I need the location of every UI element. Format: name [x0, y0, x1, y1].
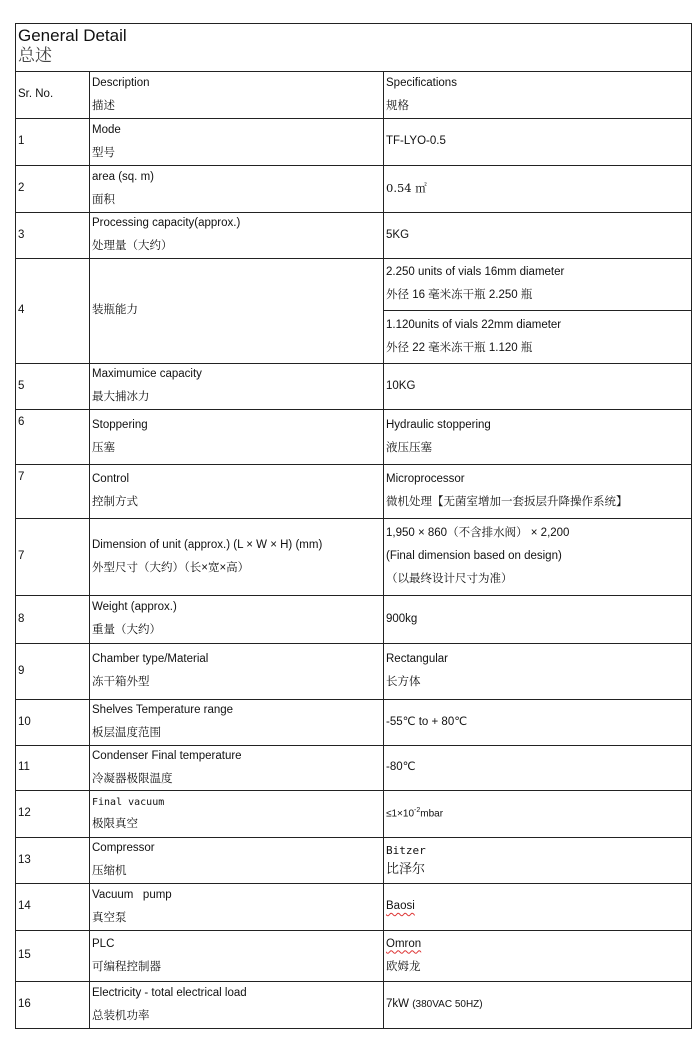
sr-no: 7 [16, 465, 90, 519]
description: Control 控制方式 [90, 465, 384, 519]
specification: Bitzer 比泽尔 [384, 838, 692, 884]
sr-no: 3 [16, 213, 90, 259]
specification: Hydraulic stoppering 液压压塞 [384, 410, 692, 465]
specification: 1,950 × 860（不含排水阀） × 2,200 (Final dimension based on design) （以最终设计尺寸为准） [384, 519, 692, 596]
table-row [16, 410, 692, 465]
specification: Baosi [384, 884, 692, 931]
table-row [16, 465, 692, 519]
description: Electricity - total electrical load 总装机功率 [90, 982, 384, 1029]
description: Mode 型号 [90, 119, 384, 166]
sr-no: 13 [16, 838, 90, 884]
specification: 900kg [384, 596, 692, 644]
description: Final vacuum 极限真空 [90, 791, 384, 838]
general-detail-table [15, 23, 692, 1029]
description: Condenser Final temperature 冷凝器极限温度 [90, 746, 384, 791]
table-row [16, 596, 692, 644]
specification: 2.250 units of vials 16mm diameter 外径 16 毫米冻干瓶 2.250 瓶 [384, 259, 692, 311]
description: Maximumice capacity 最大捕冰力 [90, 364, 384, 410]
sr-no: 7 [16, 519, 90, 596]
specification: 7kW (380VAC 50HZ) [384, 982, 692, 1029]
description: Stoppering 压塞 [90, 410, 384, 465]
specification: 0.54 ㎡ [384, 166, 692, 213]
description: Weight (approx.) 重量（大约） [90, 596, 384, 644]
description: area (sq. m) 面积 [90, 166, 384, 213]
specification: 5KG [384, 213, 692, 259]
title-en: General Detail [18, 26, 127, 45]
specification: Rectangular 长方体 [384, 644, 692, 700]
table-row [16, 119, 692, 166]
table-row [16, 700, 692, 746]
specification: -80℃ [384, 746, 692, 791]
description: Vacuum pump 真空泵 [90, 884, 384, 931]
table-row [16, 838, 692, 884]
description: Chamber type/Material 冻干箱外型 [90, 644, 384, 700]
sr-no: 6 [16, 410, 90, 465]
header-sr-no: Sr. No. [16, 72, 90, 119]
description: Dimension of unit (approx.) (L × W × H) (mm) 外型尺寸（大约）（长×宽×高） [90, 519, 384, 596]
sr-no: 2 [16, 166, 90, 213]
table-row [16, 982, 692, 1029]
specification: $\le 1\times 10^{-2}mbar$ [384, 791, 692, 838]
sr-no: 16 [16, 982, 90, 1029]
sr-no: 4 [16, 259, 90, 364]
table-row [16, 259, 692, 311]
sr-no: 11 [16, 746, 90, 791]
specification: Omron 欧姆龙 [384, 931, 692, 982]
specification: Microprocessor 微机处理【无菌室增加一套扳层升降操作系统】 [384, 465, 692, 519]
sr-no: 12 [16, 791, 90, 838]
table-row [16, 213, 692, 259]
specification: 10KG [384, 364, 692, 410]
table-row [16, 644, 692, 700]
table-row [16, 931, 692, 982]
description: 装瓶能力 [90, 259, 384, 364]
sr-no: 14 [16, 884, 90, 931]
description: Processing capacity(approx.) 处理量（大约） [90, 213, 384, 259]
description: Shelves Temperature range 板层温度范围 [90, 700, 384, 746]
sr-no: 15 [16, 931, 90, 982]
header-row [16, 72, 692, 119]
sr-no: 9 [16, 644, 90, 700]
header-specifications: Specifications 规格 [384, 72, 692, 119]
table-row [16, 746, 692, 791]
specification: TF-LYO-0.5 [384, 119, 692, 166]
table-row [16, 166, 692, 213]
table-row [16, 791, 692, 838]
table-title-row [16, 24, 692, 72]
table-row [16, 519, 692, 596]
sr-no: 1 [16, 119, 90, 166]
description: Compressor 压缩机 [90, 838, 384, 884]
sr-no: 5 [16, 364, 90, 410]
sr-no: 10 [16, 700, 90, 746]
title-zh: 总述 [18, 46, 52, 66]
sr-no: 8 [16, 596, 90, 644]
table-title [16, 24, 692, 72]
description: PLC 可编程控制器 [90, 931, 384, 982]
header-description: Description 描述 [90, 72, 384, 119]
specification: -55℃ to + 80℃ [384, 700, 692, 746]
table-row [16, 884, 692, 931]
specification: 1.120units of vials 22mm diameter 外径 22 毫米冻干瓶 1.120 瓶 [384, 311, 692, 364]
table-row [16, 364, 692, 410]
